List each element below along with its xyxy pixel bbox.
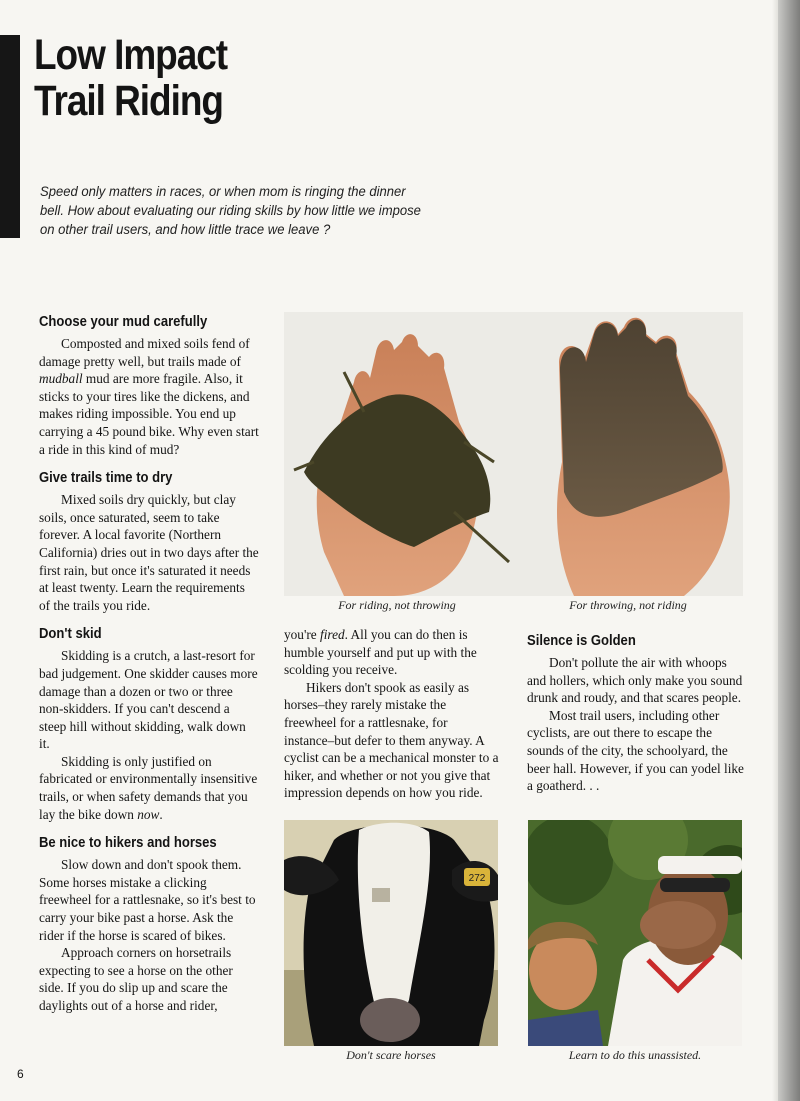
silence-paragraph-2: Most trail users, including other cyclists, are out there to escape the sounds of the city, the schoolyard, the beer hall. However, if you can yodel like a goatherd. . .: [527, 707, 744, 794]
fired-text-a: you're: [284, 627, 320, 642]
hands-right-caption: For throwing, not riding: [569, 598, 687, 612]
page-edge-shadow: [778, 0, 800, 1101]
text-column-3: [527, 631, 749, 795]
title-line-2: Trail Riding: [34, 77, 223, 125]
cow-ear-tag: 272: [468, 873, 486, 884]
skid-text-b: .: [159, 806, 163, 822]
hikers-paragraph-4: Hikers don't spook as easily as horses–they rarely mistake the freewheel for a rattlesnake, for instance–but defer to them anyway. A cyclist can be a mechanical monster to a hiker, and whether or not you give that impression depends on how you ride.: [284, 679, 499, 801]
silence-paragraph-1: Don't pollute the air with whoops and hollers, which only make you sound drunk and roudy, and that scares people.: [527, 655, 743, 706]
cow-photo: [284, 820, 498, 1046]
text-column-2: [284, 626, 500, 802]
mud-text-em: mudball: [39, 371, 83, 387]
dry-paragraph: Mixed soils dry quickly, but clay soils, once saturated, seem to take forever. A local favorite (Northern California) dries out in two days after the first rain, but once it's saturated it needs at least twenty. Learn the requirements of the trails you ride.: [39, 492, 259, 613]
skid-paragraph-1: Skidding is a crutch, a last-resort for bad judgement. One skidder causes more damage than a dozen or two or three non-skidders. If you can't descend a steep hill without skidding, walk down it.: [39, 648, 258, 752]
mud-paragraph: [39, 335, 259, 458]
heading-choose-mud: Choose your mud carefully: [39, 314, 208, 330]
cow-illustration: [284, 820, 498, 1046]
hands-left-caption: For riding, not throwing: [338, 598, 456, 612]
section-mud: [39, 312, 259, 458]
mud-text-b: mud are more fragile. Also, it sticks to your tires like the dickens, and makes riding impossible. You end up carrying a 45 pound bike. Why even start a ride in this kind of mud?: [39, 371, 259, 457]
section-dry: [39, 468, 259, 614]
heading-silence-golden: Silence is Golden: [527, 633, 636, 649]
hands-photo: [284, 312, 743, 596]
section-skid: [39, 624, 259, 823]
hands-illustration: [284, 312, 743, 596]
skid-text-a: Skidding is only justified on fabricated or environmentally insensitive trails, or when safety demands that you lay the bike down: [39, 753, 258, 822]
text-column-1: [39, 312, 259, 1025]
section-hikers: [39, 833, 259, 1014]
fired-text-b: . All you can do then is humble yourself and put up with the scolding you receive.: [284, 627, 477, 678]
hikers-paragraph-3: [284, 626, 500, 679]
title-line-1: Low Impact: [34, 31, 228, 79]
riders-photo: [528, 820, 742, 1046]
hikers-paragraph-1: Slow down and don't spook them. Some horses mistake a clicking freewheel for a rattlesnake, so it's best to carry your bike past a horse. Ask the rider if the horse is scared of bikes.: [39, 857, 256, 943]
mud-text-a: Composted and mixed soils fend of damage pretty well, but trails made of: [39, 336, 250, 369]
lede-paragraph: Speed only matters in races, or when mom is ringing the dinner bell. How about evaluating our riding skills by how little we impose on other trail users, and how little trace we leave ?: [40, 184, 421, 238]
title-side-bar: [0, 35, 20, 238]
cow-caption: Don't scare horses: [346, 1048, 436, 1062]
hikers-paragraph-2: Approach corners on horsetrails expecting to see a horse on the other side. If you do slip up and scare the daylights out of a horse and rider,: [39, 945, 233, 1013]
skid-text-em: now: [137, 806, 160, 822]
heading-hikers-horses: Be nice to hikers and horses: [39, 835, 217, 852]
skid-paragraph-2: [39, 753, 259, 823]
riders-illustration: [528, 820, 742, 1046]
page-number: 6: [17, 1067, 24, 1081]
riders-caption: Learn to do this unassisted.: [568, 1048, 702, 1062]
page-title: [34, 32, 309, 124]
fired-text-em: fired: [320, 627, 345, 642]
heading-trails-dry: Give trails time to dry: [39, 470, 173, 487]
heading-dont-skid: Don't skid: [39, 626, 102, 643]
